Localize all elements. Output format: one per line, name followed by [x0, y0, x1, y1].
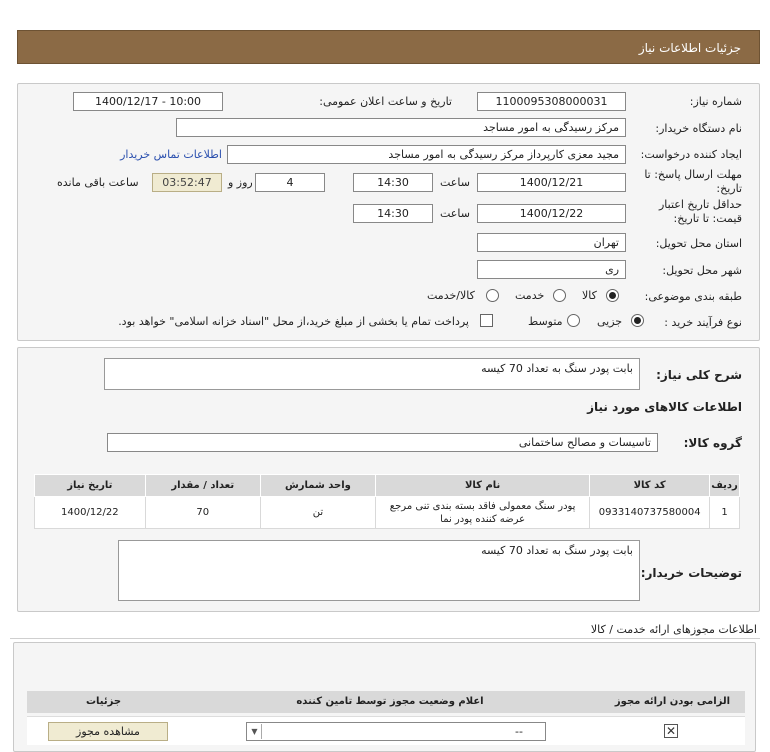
cell-row: 1 [710, 497, 740, 529]
process-option-minor: جزیی [597, 315, 623, 328]
days-field: 4 [255, 173, 325, 192]
category-option-goods: کالا [582, 289, 597, 302]
goods-table-header [35, 475, 740, 497]
process-label: نوع فرآیند خرید : [664, 316, 742, 329]
validity-label: حداقل تاریخ اعتبار قیمت: تا تاریخ: [658, 198, 742, 225]
summary-field: بابت پودر سنگ به تعداد 70 کیسه [104, 358, 640, 390]
days-label: روز و [228, 176, 253, 189]
cell-code: 0933140737580004 [590, 497, 710, 529]
need-number-field: 1100095308000031 [477, 92, 626, 111]
col-unit: واحد شمارش [260, 475, 375, 497]
col-code: کد کالا [590, 475, 710, 497]
contact-buyer-link[interactable]: اطلاعات تماس خریدار [120, 148, 222, 161]
buyer-org-label: نام دستگاه خریدار: [655, 122, 742, 135]
cell-qty: 70 [145, 497, 260, 529]
remaining-time-label: ساعت باقی مانده [57, 176, 139, 189]
category-radio-service[interactable] [553, 289, 566, 302]
category-option-service: خدمت [515, 289, 545, 302]
goods-table-wrap [34, 474, 740, 529]
permit-status-dropdown-icon: ▼ [248, 724, 262, 739]
goods-group-label: گروه کالا: [683, 436, 742, 450]
process-radio-minor[interactable] [631, 314, 644, 327]
buyer-notes-field: بابت پودر سنگ به تعداد 70 کیسه [118, 540, 640, 601]
requester-field: مجید معزی کارپرداز مرکز رسیدگی به امور مساجد [227, 145, 626, 164]
view-permit-button[interactable]: مشاهده مجوز [48, 722, 168, 741]
page-header [17, 30, 760, 64]
permit-status-select[interactable] [246, 722, 546, 741]
process-option-medium: متوسط [528, 315, 563, 328]
permits-title: اطلاعات مجوزهای ارائه خدمت / کالا [590, 623, 757, 636]
need-number-label: شماره نیاز: [689, 95, 742, 108]
permit-required-checkbox[interactable]: ✕ [665, 724, 677, 738]
city-label: شهر محل تحویل: [662, 264, 742, 277]
permits-col-status: اعلام وضعیت مجوز توسط تامین کننده [180, 691, 600, 713]
city-field: ری [477, 260, 626, 279]
table-row [35, 497, 740, 529]
cell-unit: تن [260, 497, 375, 529]
page-title: جزئیات اطلاعات نیاز [638, 41, 741, 55]
announce-field: 1400/12/17 - 10:00 [73, 92, 223, 111]
buyer-notes-label: توضیحات خریدار: [640, 566, 742, 580]
category-radio-goods[interactable] [606, 289, 619, 302]
buyer-org-field: مرکز رسیدگی به امور مساجد [176, 118, 626, 137]
remaining-time-field: 03:52:47 [152, 173, 222, 192]
requester-label: ایجاد کننده درخواست: [640, 148, 742, 161]
process-radio-medium[interactable] [567, 314, 580, 327]
validity-date-field: 1400/12/22 [477, 204, 626, 223]
deadline-time-field: 14:30 [353, 173, 433, 192]
deadline-time-label: ساعت [440, 176, 470, 189]
permit-status-value: -- [515, 725, 523, 738]
col-qty: تعداد / مقدار [145, 475, 260, 497]
permits-col-details: جزئیات [27, 691, 180, 713]
treasury-payment-checkbox[interactable] [480, 314, 493, 327]
validity-time-label: ساعت [440, 207, 470, 220]
permits-divider [10, 638, 760, 639]
announce-label: تاریخ و ساعت اعلان عمومی: [319, 95, 452, 108]
province-label: استان محل تحویل: [655, 237, 742, 250]
col-row: ردیف [710, 475, 740, 497]
deadline-date-field: 1400/12/21 [477, 173, 626, 192]
permits-col-required: الزامی بودن ارائه مجوز [600, 691, 745, 713]
cell-date: 1400/12/22 [35, 497, 146, 529]
goods-group-field: تاسیسات و مصالح ساختمانی [107, 433, 658, 452]
validity-time-field: 14:30 [353, 204, 433, 223]
summary-label: شرح کلی نیاز: [656, 368, 742, 382]
col-name: نام کالا [376, 475, 590, 497]
treasury-payment-note: پرداخت تمام یا بخشی از مبلغ خرید،از محل "اسناد خزانه اسلامی" خواهد بود. [118, 315, 469, 328]
deadline-label: مهلت ارسال پاسخ: تا تاریخ: [644, 168, 742, 195]
cell-name: پودر سنگ معمولی فاقد بسته بندی تنی مرجع عرضه کننده پودر نما [376, 497, 590, 529]
category-radio-goods-service[interactable] [486, 289, 499, 302]
goods-section-title: اطلاعات کالاهای مورد نیاز [587, 400, 742, 414]
province-field: تهران [477, 233, 626, 252]
goods-table [34, 474, 740, 529]
category-option-goods-service: کالا/خدمت [427, 289, 475, 302]
col-date: تاریخ نیاز [35, 475, 146, 497]
category-label: طبقه بندی موضوعی: [644, 290, 742, 303]
